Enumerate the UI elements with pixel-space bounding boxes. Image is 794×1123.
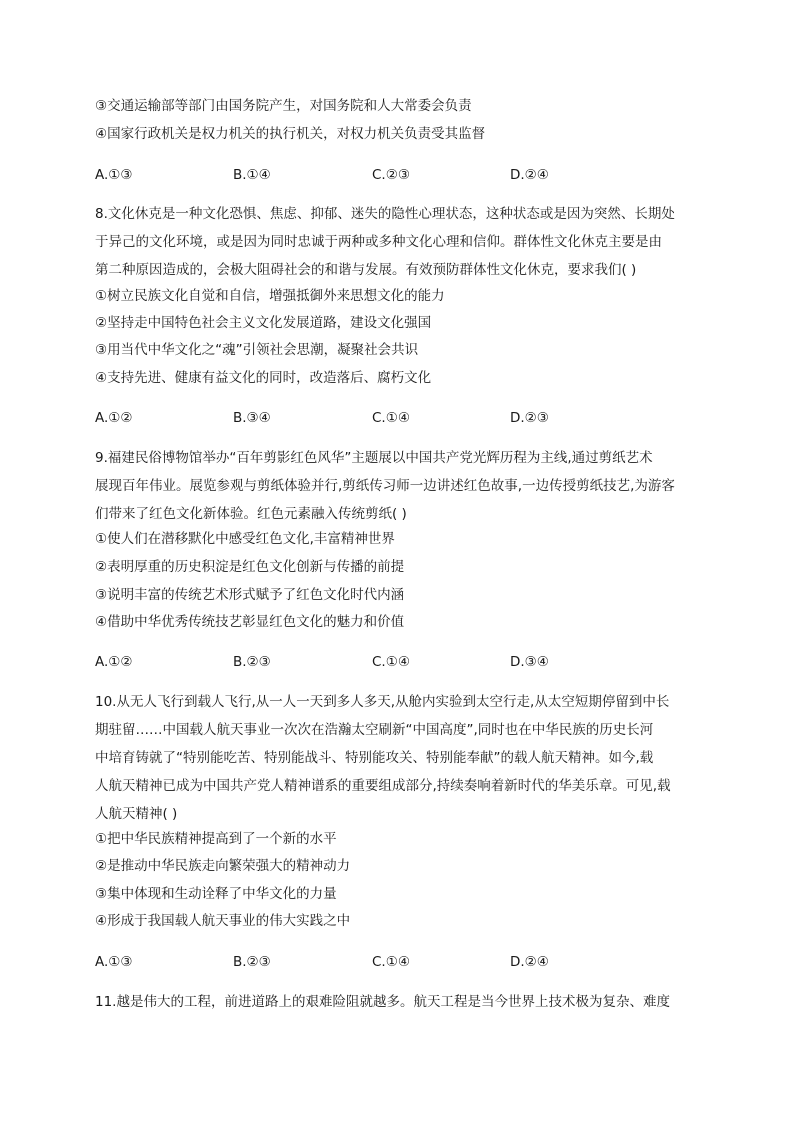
q7-option-3: ③交通运输部等部门由国务院产生，对国务院和人大常委会负责	[95, 98, 472, 114]
q8-option-4: ④支持先进、健康有益文化的同时，改造落后、腐朽文化	[95, 370, 432, 386]
q10-stem-line: 人航天精神已成为中国共产党人精神谱系的重要组成部分,持续奏响着新时代的华美乐章。可见,载	[95, 778, 671, 794]
q10-choice-a: A.①③	[95, 954, 133, 970]
q8-choice-b: B.③④	[233, 410, 271, 426]
q10-stem-line: 中培育铸就了“特别能吃苦、特别能战斗、特别能攻关、特别能奉献”的载人航天精神。如今,载	[95, 750, 654, 766]
q10-option-2: ②是推动中华民族走向繁荣强大的精神动力	[95, 858, 351, 874]
q8-choice-d: D.②③	[510, 410, 549, 426]
q9-stem-line: 9.福建民俗博物馆举办“百年剪影红色风华”主题展以中国共产党光辉历程为主线,通过剪纸艺术	[95, 450, 653, 466]
q8-choice-c: C.①④	[372, 410, 410, 426]
q8-stem-line: 8.文化休克是一种文化恐惧、焦虑、抑郁、迷失的隐性心理状态，这种状态或是因为突然、长期处	[95, 206, 675, 222]
q10-choice-b: B.②③	[233, 954, 271, 970]
q10-stem	[95, 688, 703, 828]
q10-option-4: ④形成于我国载人航天事业的伟大实践之中	[95, 913, 351, 929]
q11-stem-line: 11.越是伟大的工程，前进道路上的艰难险阻就越多。航天工程是当今世界上技术极为复杂、难度	[95, 994, 670, 1010]
q7-choice-d: D.②④	[510, 167, 549, 183]
q8-stem-line: 第二种原因造成的，会极大阻碍社会的和谐与发展。有效预防群体性文化休克，要求我们( )	[95, 262, 637, 278]
q8-option-2: ②坚持走中国特色社会主义文化发展道路，建设文化强国	[95, 315, 432, 331]
q7-choice-a: A.①③	[95, 167, 133, 183]
q10-stem-line: 10.从无人飞行到载人飞行,从一人一天到多人多天,从舱内实验到太空行走,从太空短期停留到中长	[95, 694, 670, 710]
q9-option-2: ②表明厚重的历史积淀是红色文化创新与传播的前提	[95, 559, 405, 575]
q9-choice-b: B.②③	[233, 654, 271, 670]
q10-stem-line: 期驻留……中国载人航天事业一次次在浩瀚太空刷新“中国高度”,同时也在中华民族的历史长河	[95, 722, 654, 738]
q11-stem	[95, 988, 703, 1016]
q7-choice-c: C.②③	[372, 167, 410, 183]
q10-stem-line: 人航天精神( )	[95, 806, 178, 822]
q10-option-1: ①把中华民族精神提高到了一个新的水平	[95, 831, 337, 847]
q8-option-1: ①树立民族文化自觉和自信，增强抵御外来思想文化的能力	[95, 288, 445, 304]
q7-choice-b: B.①④	[233, 167, 271, 183]
q9-stem-line: 展现百年伟业。展览参观与剪纸体验并行,剪纸传习师一边讲述红色故事,一边传授剪纸技艺,为游客	[95, 478, 675, 494]
q9-option-1: ①使人们在潜移默化中感受红色文化,丰富精神世界	[95, 531, 395, 547]
q10-option-3: ③集中体现和生动诠释了中华文化的力量	[95, 886, 337, 902]
q8-option-3: ③用当代中华文化之“魂”引领社会思潮，凝聚社会共识	[95, 342, 419, 358]
q8-stem	[95, 200, 703, 284]
q9-choice-a: A.①②	[95, 654, 133, 670]
q7-option-4: ④国家行政机关是权力机关的执行机关，对权力机关负责受其监督	[95, 126, 486, 142]
q9-option-4: ④借助中华优秀传统技艺彰显红色文化的魅力和价值	[95, 614, 405, 630]
q9-choice-c: C.①④	[372, 654, 410, 670]
q10-choice-d: D.②④	[510, 954, 549, 970]
q8-stem-line: 于异己的文化环境，或是因为同时忠诚于两种或多种文化心理和信仰。群体性文化休克主要是由	[95, 234, 662, 250]
q9-choice-d: D.③④	[510, 654, 549, 670]
q9-stem	[95, 444, 703, 528]
q8-choice-a: A.①②	[95, 410, 133, 426]
q10-choice-c: C.①④	[372, 954, 410, 970]
q9-stem-line: 们带来了红色文化新体验。红色元素融入传统剪纸( )	[95, 506, 407, 522]
q9-option-3: ③说明丰富的传统艺术形式赋予了红色文化时代内涵	[95, 587, 405, 603]
